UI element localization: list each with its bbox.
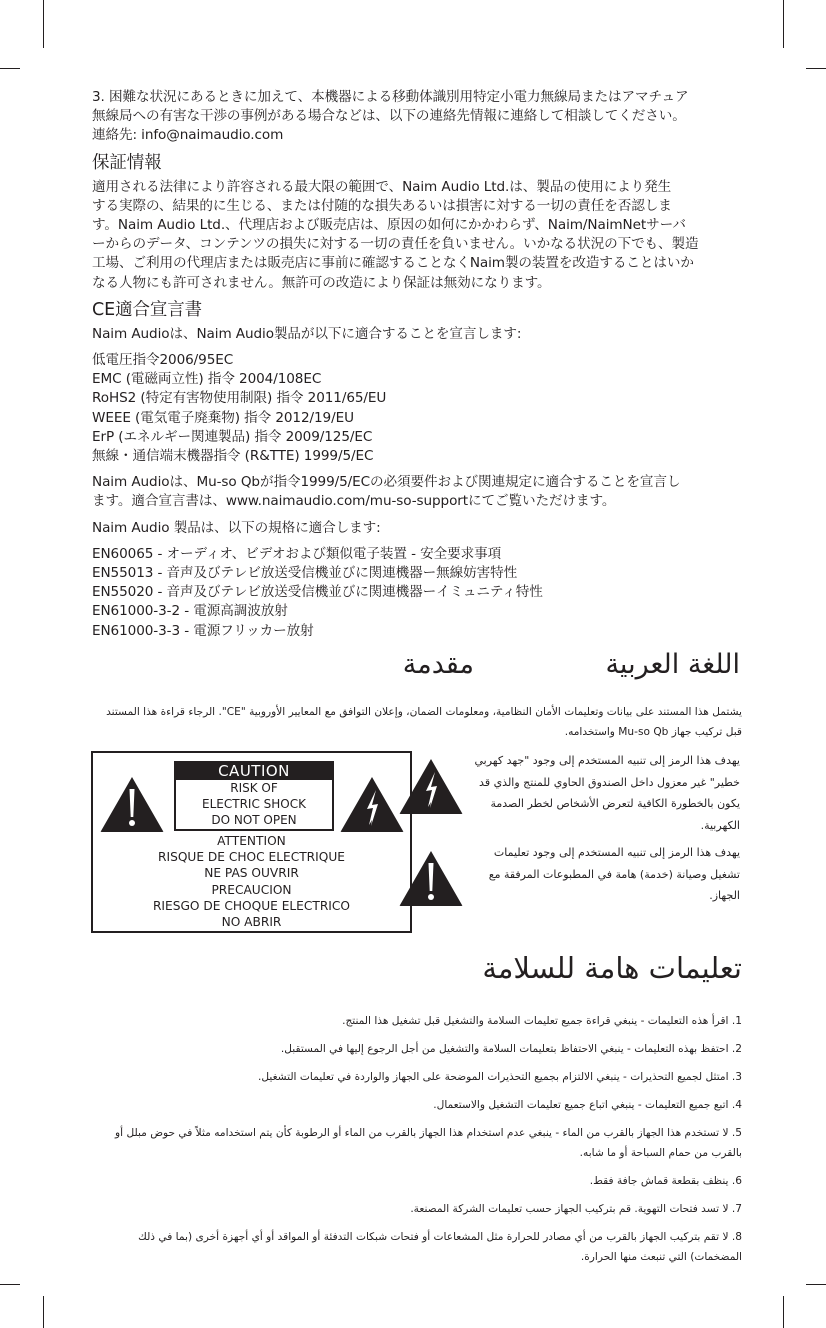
symbol-explanation-lightning: [398, 754, 748, 832]
directive-item: ErP (エネルギー関連製品) 指令 2009/125/EC: [92, 428, 373, 445]
standard-item: EN61000-3-2 - 電源高調波放射: [92, 603, 288, 620]
standard-item: EN61000-3-3 - 電源フリッカー放射: [92, 622, 314, 639]
standards-intro: Naim Audio 製品は、以下の規格に適合します:: [92, 519, 381, 536]
symbol-description: يهدف هذا الرمز إلى تنبيه المستخدم إلى وجود "جهد كهربي خطير" غير معزول داخل الصندوق الحاوي للمنتج والذي قد يكون بالخطورة الكافية لتعرض الأشخاص لخطر الصدمة الكهربية.: [474, 754, 740, 832]
caution-sub-line: ELECTRIC SHOCK: [202, 797, 306, 811]
directive-item: RoHS2 (特定有害物使用制限) 指令 2011/65/EU: [92, 390, 387, 407]
text-line: 適用される法律により許容される最大限の範囲で、Naim Audio Ltd.は、製品の使用により発生: [92, 178, 672, 195]
lightning-warning-icon: [398, 757, 464, 815]
caution-sub-line: DO NOT OPEN: [211, 813, 297, 827]
standards-list: [92, 545, 742, 641]
caution-line: RISQUE DE CHOC ELECTRIQUE: [158, 850, 345, 865]
caution-line: NE PAS OUVRIR: [204, 866, 299, 881]
radio-interference-item: [92, 88, 742, 146]
safety-item: 5. لا تستخدم هذا الجهاز بالقرب من الماء - ينبغي عدم استخدام هذا الجهاز بالقرب من الماء أو الرطوبة كأن يتم استخدامه مثلاً في حوض مبلل أو بالقرب من حمام السباحة أو ما شابه.: [115, 1127, 742, 1159]
text-line: ーからのデータ、コンテンツの損失に対する一切の責任を負いません。いかなる状況の下でも、製造: [92, 236, 699, 253]
safety-item: 2. احتفظ بهذه التعليمات - ينبغي الاحتفاظ بتعليمات السلامة والتشغيل من أجل الرجوع إليها في المستقبل.: [280, 1043, 742, 1055]
safety-item: 6. ينظف بقطعة قماش جافة فقط.: [589, 1175, 742, 1187]
crop-mark-top-right-vertical: [783, 0, 784, 48]
crop-mark-bottom-left-vertical: [43, 1296, 44, 1328]
caution-line: NO ABRIR: [221, 915, 282, 930]
text-line: する実際の、結果的に生じる、または付随的な損失あるいは損害に対する一切の責任を否認しま: [92, 197, 672, 214]
safety-instructions-list: [92, 1011, 742, 1275]
text-line: す。Naim Audio Ltd.、代理店および販売店は、原因の如何にかかわらず、Naim/NaimNetサーバ: [92, 217, 686, 234]
caution-line: RIESGO DE CHOQUE ELECTRICO: [152, 898, 351, 913]
crop-mark-bottom-right-horizontal: [806, 1284, 826, 1285]
ce-directives-list: [92, 351, 742, 466]
language-title: اللغة العربية: [605, 649, 740, 680]
crop-mark-top-right-horizontal: [806, 68, 826, 69]
lightning-warning-icon: [339, 775, 405, 833]
caution-panel: [174, 761, 334, 831]
intro-title: مقدمة: [402, 649, 474, 680]
standard-item: EN55020 - 音声及びテレビ放送受信機並びに関連機器ーイミュニティ特性: [92, 584, 543, 601]
ce-declaration: [92, 473, 742, 511]
caution-label: [91, 751, 412, 933]
text-line: Naim Audioは、Mu-so Qbが指令1999/5/ECの必須要件および関連規定に適合することを宣言し: [92, 474, 681, 491]
ce-heading: CE適合宣言書: [92, 299, 203, 320]
standard-item: EN60065 - オーディオ、ビデオおよび類似電子装置 - 安全要求事項: [92, 545, 502, 562]
text-line: ます。適合宣言書は、www.naimaudio.com/mu-so-supportにてご覧いただけます。: [92, 493, 616, 510]
exclamation-warning-icon: [99, 775, 165, 833]
crop-mark-top-left-vertical: [43, 0, 44, 48]
safety-item: 7. لا تسد فتحات التهوية. قم بتركيب الجهاز حسب تعليمات الشركة المصنعة.: [410, 1203, 742, 1215]
directive-item: EMC (電磁両立性) 指令 2004/108EC: [92, 371, 322, 388]
crop-mark-top-left-horizontal: [0, 68, 20, 69]
caution-line: PRECAUCION: [211, 882, 292, 897]
safety-item: 8. لا تقم بتركيب الجهاز بالقرب من أي مصادر للحرارة مثل المشعاعات أو فتحات شبكات التدفئة أو المواقد أو أي أجهزة أخرى (بما في ذلك المضخمات) التي تنبعث منها الحرارة.: [138, 1231, 742, 1263]
caution-line: ATTENTION: [217, 834, 286, 848]
safety-item: 4. اتبع جميع التعليمات - ينبغي اتباع جميع تعليمات التشغيل والاستعمال.: [433, 1099, 742, 1111]
caution-multilingual-lines: [93, 833, 410, 930]
directive-item: 無線・通信端末機器指令 (R&TTE) 1999/5/EC: [92, 448, 374, 465]
arabic-intro-text: يشتمل هذا المستند على بيانات وتعليمات الأمان النظامية، ومعلومات الضمان، وإعلان التوافق مع المعايير الأوروبية "CE". الرجاء قراءة هذا المستند قبل تركيب جهاز Mu-so Qb واستخدامه.: [106, 706, 742, 738]
exclamation-warning-icon: [398, 849, 464, 907]
directive-item: 低電圧指令2006/95EC: [92, 352, 234, 369]
crop-mark-bottom-left-horizontal: [0, 1284, 20, 1285]
text-line: 3. 困難な状況にあるときに加えて、本機器による移動体識別用特定小電力無線局またはアマチュア: [92, 89, 689, 105]
ce-intro: Naim Audioは、Naim Audio製品が以下に適合することを宣言します:: [92, 325, 522, 342]
symbol-description: يهدف هذا الرمز إلى تنبيه المستخدم إلى وجود تعليمات تشغيل وصيانة (خدمة) هامة في المطبوعات المرفقة مع الجهاز.: [488, 846, 740, 902]
symbol-explanation-exclamation: [398, 846, 748, 919]
caution-header: CAUTION: [176, 763, 332, 780]
directive-item: WEEE (電気電子廃棄物) 指令 2012/19/EU: [92, 409, 354, 426]
caution-sub-line: RISK OF: [230, 781, 278, 795]
crop-mark-bottom-right-vertical: [783, 1296, 784, 1328]
safety-title: تعليمات هامة للسلامة: [482, 951, 742, 985]
warranty-heading: 保証情報: [92, 152, 162, 173]
text-line: なる人物にも許可されません。無許可の改造により保証は無効になります。: [92, 274, 551, 291]
arabic-header: [92, 648, 742, 682]
contact-line: 連絡先: info@naimaudio.com: [92, 127, 284, 144]
text-line: 無線局への有害な干渉の事例がある場合などは、以下の連絡先情報に連絡して相談してください。: [92, 108, 686, 125]
standard-item: EN55013 - 音声及びテレビ放送受信機並びに関連機器ー無線妨害特性: [92, 565, 518, 582]
safety-item: 3. امتثل لجميع التحذيرات - ينبغي الالتزام بجميع التحذيرات الموضحة على الجهاز والواردة في تعليمات التشغيل.: [257, 1071, 742, 1083]
text-line: 工場、ご利用の代理店または販売店に事前に確認することなくNaim製の装置を改造することはいか: [92, 255, 694, 272]
warranty-body: [92, 178, 742, 293]
japanese-section: [92, 88, 742, 641]
safety-item: 1. اقرأ هذه التعليمات - ينبغي قراءة جميع تعليمات السلامة والتشغيل قبل تشغيل هذا المنتج.: [342, 1015, 742, 1027]
